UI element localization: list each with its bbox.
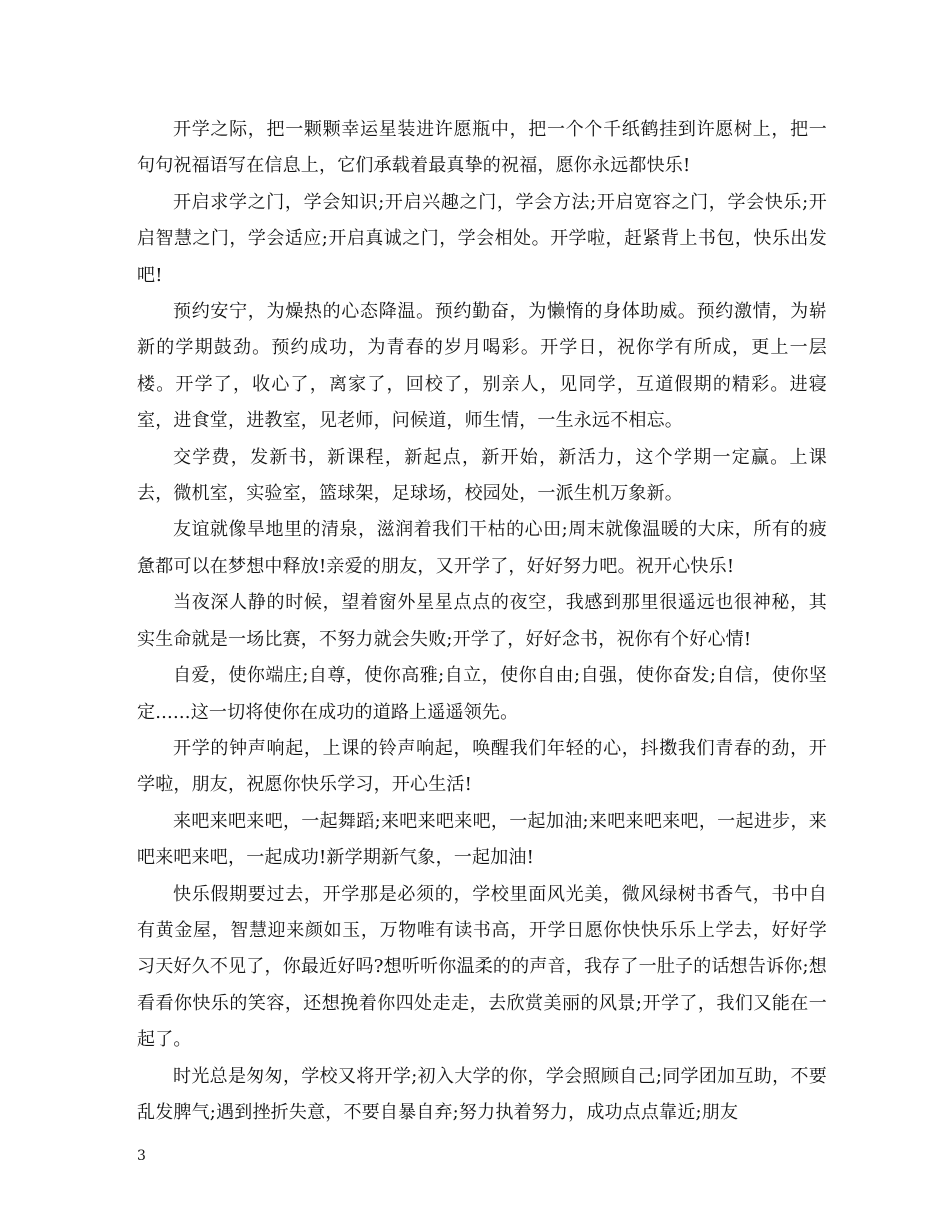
paragraph: 自爱，使你端庄;自尊，使你高雅;自立，使你自由;自强，使你奋发;自信，使你坚定......这一切将使你在成功的道路上遥遥领先。 <box>137 665 827 723</box>
paragraph: 来吧来吧来吧，一起舞蹈;来吧来吧来吧，一起加油;来吧来吧来吧，一起进步，来吧来吧来吧，一起成功!新学期新气象，一起加油! <box>137 810 827 869</box>
paragraph: 开学之际，把一颗颗幸运星装进许愿瓶中，把一个个千纸鹤挂到许愿树上，把一句句祝福语写在信息上，它们承载着最真挚的祝福，愿你永远都快乐! <box>137 119 827 177</box>
page-number: 3 <box>137 1148 146 1164</box>
paragraph: 时光总是匆匆，学校又将开学;初入大学的你，学会照顾自己;同学团加互助，不要乱发脾气;遇到挫折失意，不要自暴自弃;努力执着努力，成功点点靠近;朋友 <box>137 1065 827 1123</box>
paragraph: 当夜深人静的时候，望着窗外星星点点的夜空，我感到那里很遥远也很神秘，其实生命就是一场比赛，不努力就会失败;开学了，好好念书，祝你有个好心情! <box>137 592 827 650</box>
paragraph: 友谊就像旱地里的清泉，滋润着我们干枯的心田;周末就像温暖的大床，所有的疲惫都可以在梦想中释放!亲爱的朋友，又开学了，好好努力吧。祝开心快乐! <box>137 519 827 577</box>
document-body <box>137 112 827 1131</box>
paragraph: 交学费，发新书，新课程，新起点，新开始，新活力，这个学期一定赢。上课去，微机室，实验室，篮球架，足球场，校园处，一派生机万象新。 <box>137 446 827 505</box>
paragraph: 开学的钟声响起，上课的铃声响起，唤醒我们年轻的心，抖擞我们青春的劲，开学啦，朋友，祝愿你快乐学习，开心生活! <box>137 737 827 796</box>
paragraph: 开启求学之门，学会知识;开启兴趣之门，学会方法;开启宽容之门，学会快乐;开启智慧之门，学会适应;开启真诚之门，学会相处。开学啦，赶紧背上书包，快乐出发吧! <box>137 191 827 286</box>
paragraph: 快乐假期要过去，开学那是必须的，学校里面风光美，微风绿树书香气，书中自有黄金屋，智慧迎来颜如玉，万物唯有读书高，开学日愿你快快乐乐上学去，好好学习天好久不见了，你最近好吗?想听听你温柔的的声音，我存了一肚子的话想告诉你;想看看你快乐的笑容，还想挽着你四处走走，去欣赏美丽的风景;开学了，我们又能在一起了。 <box>137 883 827 1051</box>
paragraph: 预约安宁，为燥热的心态降温。预约勤奋，为懒惰的身体助威。预约激情，为崭新的学期鼓劲。预约成功，为青春的岁月喝彩。开学日，祝你学有所成，更上一层楼。开学了，收心了，离家了，回校了，别亲人，见同学，互道假期的精彩。进寝室，进食堂，进教室，见老师，问候道，师生情，一生永远不相忘。 <box>137 301 827 432</box>
